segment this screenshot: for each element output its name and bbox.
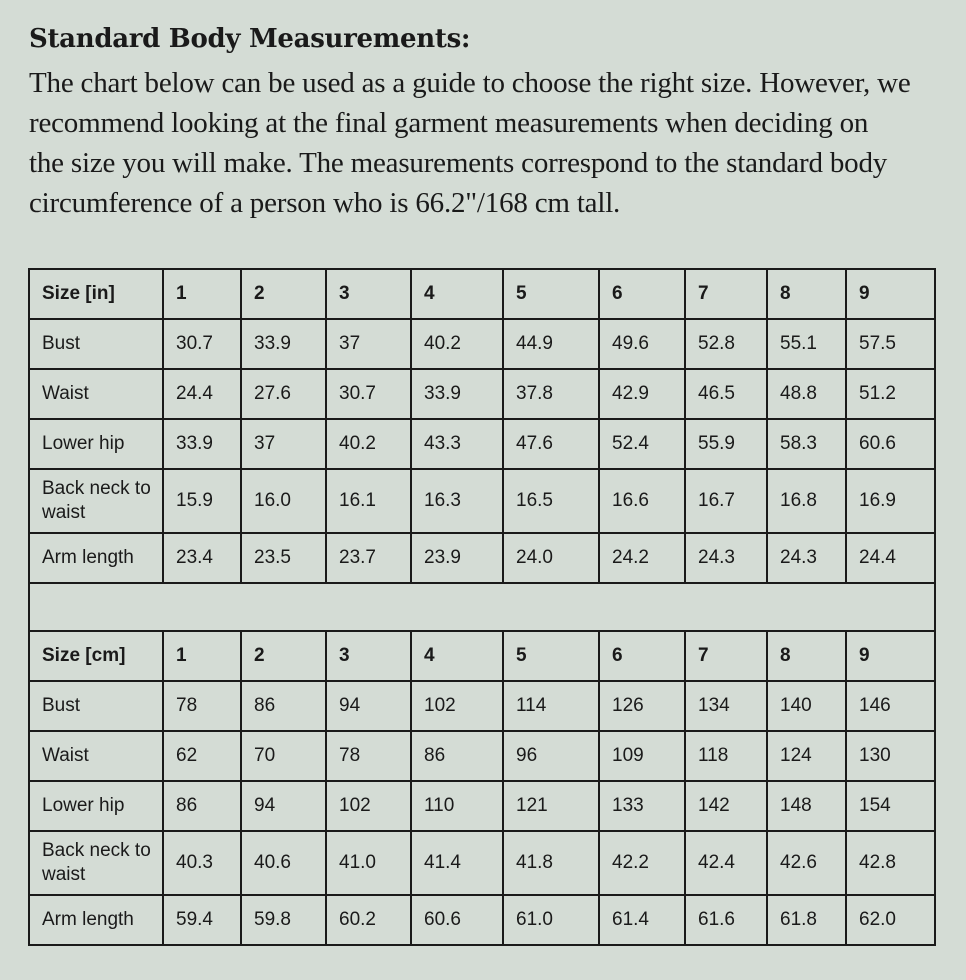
value-cell: 40.2 (411, 319, 503, 369)
value-cell: 41.8 (503, 831, 599, 895)
value-cell: 148 (767, 781, 846, 831)
value-cell: 6 (599, 269, 685, 319)
value-cell: 4 (411, 269, 503, 319)
value-cell: 44.9 (503, 319, 599, 369)
value-cell: 52.4 (599, 419, 685, 469)
intro-line: the size you will make. The measurements correspond to the standard body (29, 147, 888, 179)
intro-line: circumference of a person who is 66.2"/168 cm tall. (29, 187, 621, 219)
value-cell: 55.9 (685, 419, 767, 469)
value-cell: 5 (503, 631, 599, 681)
value-cell: 62 (163, 731, 241, 781)
value-cell: 118 (685, 731, 767, 781)
row-label-cell: Arm length (29, 533, 163, 583)
value-cell: 16.8 (767, 469, 846, 533)
value-cell: 59.8 (241, 895, 326, 945)
page-title: Standard Body Measurements: (29, 24, 471, 54)
value-cell: 55.1 (767, 319, 846, 369)
row-label-cell: Lower hip (29, 781, 163, 831)
value-cell: 2 (241, 631, 326, 681)
value-cell: 16.3 (411, 469, 503, 533)
table-row (29, 831, 935, 895)
value-cell: 23.7 (326, 533, 411, 583)
table-row (29, 781, 935, 831)
value-cell: 47.6 (503, 419, 599, 469)
value-cell: 16.7 (685, 469, 767, 533)
row-label-cell: Bust (29, 319, 163, 369)
value-cell: 142 (685, 781, 767, 831)
value-cell: 8 (767, 269, 846, 319)
value-cell: 16.9 (846, 469, 935, 533)
value-cell: 102 (326, 781, 411, 831)
value-cell: 61.6 (685, 895, 767, 945)
value-cell: 41.0 (326, 831, 411, 895)
table-row (29, 319, 935, 369)
value-cell: 42.2 (599, 831, 685, 895)
value-cell: 94 (326, 681, 411, 731)
value-cell: 24.4 (846, 533, 935, 583)
row-label-cell: Waist (29, 369, 163, 419)
value-cell: 16.6 (599, 469, 685, 533)
row-label-cell: Back neck to waist (29, 469, 163, 533)
size-header-row-centimeters (29, 631, 935, 681)
value-cell: 24.0 (503, 533, 599, 583)
value-cell: 60.2 (326, 895, 411, 945)
value-cell: 61.4 (599, 895, 685, 945)
row-label-cell: Lower hip (29, 419, 163, 469)
table-row (29, 533, 935, 583)
table-row (29, 419, 935, 469)
value-cell: 60.6 (846, 419, 935, 469)
value-cell: 7 (685, 269, 767, 319)
value-cell: 7 (685, 631, 767, 681)
table-row (29, 895, 935, 945)
row-label-cell: Size [cm] (29, 631, 163, 681)
row-label-cell: Arm length (29, 895, 163, 945)
value-cell: 102 (411, 681, 503, 731)
table-row (29, 731, 935, 781)
value-cell: 16.1 (326, 469, 411, 533)
value-cell: 146 (846, 681, 935, 731)
value-cell: 58.3 (767, 419, 846, 469)
intro-line: The chart below can be used as a guide to choose the right size. However, we (29, 67, 911, 99)
value-cell: 46.5 (685, 369, 767, 419)
value-cell: 40.3 (163, 831, 241, 895)
value-cell: 78 (163, 681, 241, 731)
value-cell: 42.9 (599, 369, 685, 419)
value-cell: 134 (685, 681, 767, 731)
value-cell: 24.4 (163, 369, 241, 419)
value-cell: 114 (503, 681, 599, 731)
value-cell: 6 (599, 631, 685, 681)
value-cell: 43.3 (411, 419, 503, 469)
value-cell: 61.0 (503, 895, 599, 945)
value-cell: 3 (326, 631, 411, 681)
value-cell: 40.6 (241, 831, 326, 895)
value-cell: 140 (767, 681, 846, 731)
size-header-row-inches (29, 269, 935, 319)
value-cell: 94 (241, 781, 326, 831)
value-cell: 30.7 (326, 369, 411, 419)
value-cell: 51.2 (846, 369, 935, 419)
value-cell: 59.4 (163, 895, 241, 945)
value-cell: 1 (163, 269, 241, 319)
value-cell: 70 (241, 731, 326, 781)
value-cell: 4 (411, 631, 503, 681)
table-row (29, 681, 935, 731)
value-cell: 23.9 (411, 533, 503, 583)
value-cell: 24.3 (767, 533, 846, 583)
value-cell: 109 (599, 731, 685, 781)
value-cell: 154 (846, 781, 935, 831)
value-cell: 41.4 (411, 831, 503, 895)
value-cell: 61.8 (767, 895, 846, 945)
intro-paragraph (29, 63, 939, 223)
value-cell: 27.6 (241, 369, 326, 419)
row-label-cell: Waist (29, 731, 163, 781)
value-cell: 133 (599, 781, 685, 831)
value-cell: 16.0 (241, 469, 326, 533)
value-cell: 30.7 (163, 319, 241, 369)
value-cell: 57.5 (846, 319, 935, 369)
value-cell: 110 (411, 781, 503, 831)
value-cell: 9 (846, 269, 935, 319)
value-cell: 78 (326, 731, 411, 781)
value-cell: 86 (241, 681, 326, 731)
value-cell: 48.8 (767, 369, 846, 419)
row-label-cell: Bust (29, 681, 163, 731)
value-cell: 3 (326, 269, 411, 319)
value-cell: 49.6 (599, 319, 685, 369)
value-cell: 9 (846, 631, 935, 681)
value-cell: 52.8 (685, 319, 767, 369)
value-cell: 130 (846, 731, 935, 781)
value-cell: 33.9 (411, 369, 503, 419)
value-cell: 1 (163, 631, 241, 681)
value-cell: 33.9 (163, 419, 241, 469)
intro-line: recommend looking at the final garment measurements when deciding on (29, 107, 869, 139)
value-cell: 23.4 (163, 533, 241, 583)
size-chart-table (28, 268, 936, 946)
value-cell: 24.3 (685, 533, 767, 583)
value-cell: 62.0 (846, 895, 935, 945)
section-divider-row (29, 583, 935, 631)
value-cell: 24.2 (599, 533, 685, 583)
value-cell: 2 (241, 269, 326, 319)
value-cell: 15.9 (163, 469, 241, 533)
value-cell: 42.6 (767, 831, 846, 895)
value-cell: 60.6 (411, 895, 503, 945)
value-cell: 86 (163, 781, 241, 831)
value-cell: 124 (767, 731, 846, 781)
value-cell: 5 (503, 269, 599, 319)
value-cell: 16.5 (503, 469, 599, 533)
value-cell: 96 (503, 731, 599, 781)
value-cell: 37 (326, 319, 411, 369)
value-cell: 8 (767, 631, 846, 681)
value-cell: 40.2 (326, 419, 411, 469)
value-cell: 121 (503, 781, 599, 831)
value-cell: 33.9 (241, 319, 326, 369)
value-cell: 126 (599, 681, 685, 731)
row-label-cell: Size [in] (29, 269, 163, 319)
table-row (29, 469, 935, 533)
value-cell: 37 (241, 419, 326, 469)
value-cell: 42.4 (685, 831, 767, 895)
row-label-cell: Back neck to waist (29, 831, 163, 895)
value-cell: 86 (411, 731, 503, 781)
table-row (29, 369, 935, 419)
value-cell: 37.8 (503, 369, 599, 419)
divider-cell (29, 583, 935, 631)
value-cell: 42.8 (846, 831, 935, 895)
value-cell: 23.5 (241, 533, 326, 583)
